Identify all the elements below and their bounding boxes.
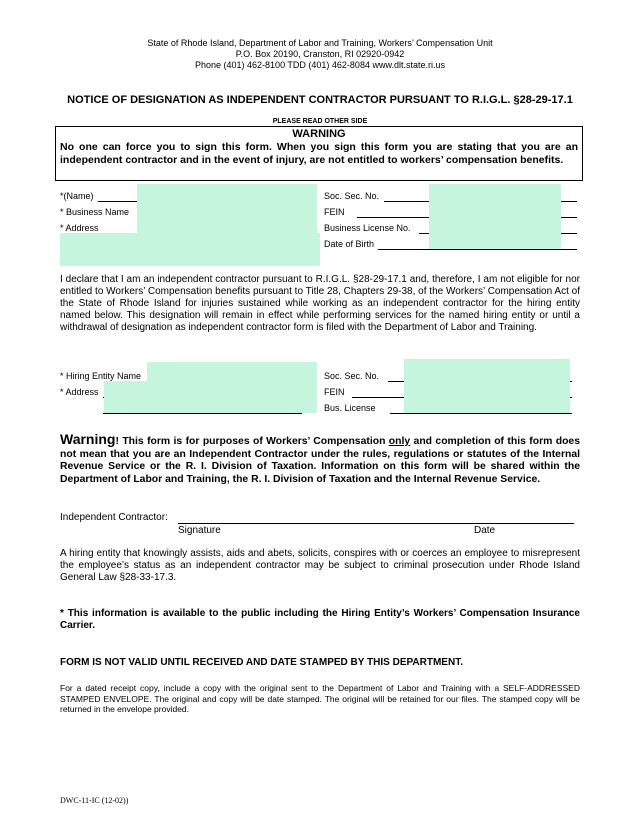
signature-label: Independent Contractor: (60, 512, 168, 523)
fein-input[interactable] (429, 201, 561, 217)
public-info-notice: * This information is available to the public including the Hiring Entity’s Workers’ Compensation Insurance Carrier. (60, 608, 580, 631)
ssn-input[interactable] (429, 184, 561, 201)
not-valid-notice: FORM IS NOT VALID UNTIL RECEIVED AND DATE STAMPED BY THIS DEPARTMENT. (60, 657, 463, 668)
hiring-license-line (390, 413, 572, 414)
header-address: P.O. Box 20190, Cranston, RI 02920-0942 (235, 49, 405, 59)
ssn-label: Soc. Sec. No. (324, 191, 380, 201)
business-license-input[interactable] (429, 217, 561, 233)
hiring-license-label: Bus. License (324, 403, 376, 413)
declaration-paragraph: I declare that I am an independent contractor pursuant to R.I.G.L. §28-29-17.1 and, therefore, I am not eligible for nor entitled to Workers’ Compensation benefits pursuant to Title 28, Chapters 29-38, of the Workers’ Compensation Act of the State of Rhode Island for injuries sustained while working as an independent contractor for the hiring entity named below. This designation will remain in effect while performing services for the named hiring entity or until a withdrawal of designation as independent contractor form is filed with the Department of Labor and Training. (60, 274, 580, 333)
receipt-instructions: For a dated receipt copy, include a copy with the original sent to the Department of Labor and Training with a SELF-ADDRESSED STAMPED ENVELOPE. The original and copy will be date stamped. The original will be retained for our files. The stamped copy will be returned in the envelope provided. (60, 683, 580, 714)
address-label: * Address (60, 223, 99, 233)
tax-warning-part2: and completion of this form does not mean that you are an Independent Contractor under the rules, regulations or statutes of the Internal Revenue Service or the R. I. Division of Taxation. Information on this form will be shared within the Department of Labor and Training, the R. I. Division of Taxation and the Internal Revenue Service. (60, 436, 580, 485)
hiring-address-line-2 (103, 413, 302, 414)
business-license-label: Business License No. (324, 223, 411, 233)
address-input-2[interactable] (60, 233, 320, 249)
warning-text: No one can force you to sign this form. When you sign this form you are stating that you are an independent contractor and in the event of injury, are not entitled to workers’ compensation benefits. (60, 141, 578, 166)
header-contact: Phone (401) 462-8100 TDD (401) 462-8084 www.dlt.state.ri.us (195, 60, 445, 70)
name-label: *(Name) (60, 191, 94, 201)
name-input[interactable] (137, 184, 317, 201)
warning-heading: WARNING (292, 128, 346, 140)
dob-input[interactable] (429, 233, 561, 249)
warning-box (55, 126, 583, 181)
form-id: DWC-11-IC (12-02)) (60, 796, 129, 805)
read-other-side-note: PLEASE READ OTHER SIDE (272, 118, 368, 125)
hiring-ssn-label: Soc. Sec. No. (324, 371, 380, 381)
hiring-address-label: * Address (60, 387, 99, 397)
hiring-fein-label: FEIN (324, 387, 345, 397)
signature-line[interactable] (178, 523, 574, 524)
hiring-entity-name-label: * Hiring Entity Name (60, 371, 142, 381)
fein-label: FEIN (324, 207, 345, 217)
hiring-address-input-2[interactable] (104, 397, 317, 413)
form-title: NOTICE OF DESIGNATION AS INDEPENDENT CONTRACTOR PURSUANT TO R.I.G.L. §28-29-17.1 (67, 94, 573, 106)
address-input-3[interactable] (60, 249, 320, 266)
tax-warning-only: only (388, 436, 411, 447)
hiring-ssn-input[interactable] (404, 359, 570, 381)
hiring-entity-notice: A hiring entity that knowingly assists, aids and abets, solicits, conspires with or coerces an employee to misrepresent the employee’s status as an independent contractor may be subject to criminal prosecution under Rhode Island General Law §28-33-17.3. (60, 548, 580, 583)
hiring-address-input-1[interactable] (104, 381, 317, 397)
business-name-label: * Business Name (60, 207, 130, 217)
tax-warning-lead: Warning (60, 431, 116, 447)
hiring-fein-input[interactable] (404, 381, 570, 397)
signature-caption: Signature (178, 525, 221, 536)
tax-warning-paragraph (60, 433, 580, 486)
address-input-1[interactable] (137, 217, 317, 233)
header-agency: State of Rhode Island, Department of Labor and Training, Workers’ Compensation Unit (147, 38, 493, 48)
dob-line (378, 249, 577, 250)
hiring-license-input[interactable] (404, 397, 570, 413)
dob-label: Date of Birth (324, 239, 375, 249)
business-name-input[interactable] (137, 201, 317, 217)
date-caption: Date (474, 525, 496, 536)
tax-warning-part1: ! This form is for purposes of Workers’ Compensation (115, 436, 389, 447)
hiring-entity-name-input[interactable] (147, 362, 317, 381)
